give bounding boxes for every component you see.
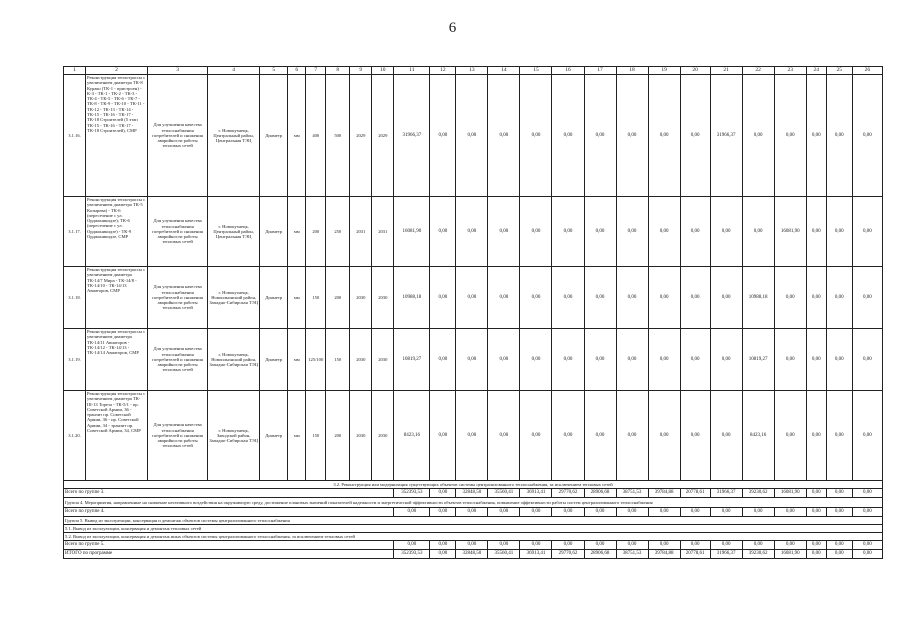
table-row — [64, 75, 883, 197]
column-number: 18 — [616, 67, 648, 75]
cell-value: 0,00 — [826, 267, 852, 329]
cell-value: 0,00 — [488, 391, 520, 481]
cell-value: 0,00 — [852, 329, 882, 391]
cell-value: 0,00 — [488, 75, 520, 197]
total-value: 0,00 — [710, 508, 742, 517]
total-value: 31966,37 — [710, 489, 742, 498]
cell-purpose: Для улучшения качества теплоснабжения потребителей и снижения аварийности работы тепловых сетей — [148, 391, 208, 481]
cell-unit: мм — [288, 391, 306, 481]
total-value: 0,00 — [852, 489, 882, 498]
cell-value: 0,00 — [680, 197, 710, 267]
cell-value: 0,00 — [552, 391, 584, 481]
cell-from: 125/100 — [306, 329, 326, 391]
cell-num: 3.1.17. — [64, 197, 86, 267]
cell-location: г. Новокузнецк, Новоильинский район, Западно-Сибирская ТЭЦ — [208, 267, 260, 329]
total-label: Всего по группе 3. — [64, 489, 394, 498]
cell-value: 0,00 — [806, 391, 826, 481]
total-label: Всего по группе 5. — [64, 541, 394, 550]
column-number: 22 — [742, 67, 774, 75]
total-value: 20778,61 — [680, 489, 710, 498]
cell-value: 0,00 — [552, 197, 584, 267]
cell-value: 0,00 — [552, 267, 584, 329]
cell-value: 0,00 — [430, 267, 456, 329]
cell-from: 200 — [306, 197, 326, 267]
total-value: 0,00 — [430, 550, 456, 559]
column-number: 4 — [208, 67, 260, 75]
table-row — [64, 197, 883, 267]
cell-value: 0,00 — [852, 267, 882, 329]
cell-value: 0,00 — [616, 267, 648, 329]
cell-value: 0,00 — [710, 267, 742, 329]
cell-purpose: Для улучшения качества теплоснабжения потребителей и снижения аварийности работы тепловых сетей — [148, 197, 208, 267]
total-value: 39784,88 — [648, 489, 680, 498]
cell-value: 0,00 — [488, 197, 520, 267]
total-value: 0,00 — [456, 508, 488, 517]
total-value: 0,00 — [774, 508, 806, 517]
cell-value: 0,00 — [616, 329, 648, 391]
cell-value: 0,00 — [456, 267, 488, 329]
cell-start: 2031 — [350, 197, 372, 267]
cell-value: 0,00 — [584, 267, 616, 329]
column-number: 17 — [584, 67, 616, 75]
cell-from: 150 — [306, 267, 326, 329]
cell-value: 0,00 — [552, 75, 584, 197]
cell-value: 0,00 — [680, 75, 710, 197]
cell-unit: мм — [288, 329, 306, 391]
group-5-title-text: Группа 5. Вывод из эксплуатации, консервация и демонтаж объектов системы централизованного теплоснабжения — [64, 517, 883, 525]
column-number: 6 — [288, 67, 306, 75]
total-value: 0,00 — [430, 541, 456, 550]
cell-value: 0,00 — [648, 329, 680, 391]
total-value: 28906,68 — [584, 489, 616, 498]
total-value: 0,00 — [456, 541, 488, 550]
cell-unit: мм — [288, 267, 306, 329]
cell-value: 31966,37 — [394, 75, 430, 197]
total-label: Всего по группе 4. — [64, 508, 394, 517]
cell-value: 0,00 — [584, 197, 616, 267]
cell-value: 0,00 — [456, 75, 488, 197]
cell-value: 0,00 — [430, 329, 456, 391]
total-value: 29770,62 — [552, 489, 584, 498]
cell-value: 16081,90 — [774, 197, 806, 267]
total-value: 0,00 — [742, 508, 774, 517]
total-value: 352393,53 — [394, 489, 430, 498]
cell-value: 0,00 — [648, 197, 680, 267]
cell-value: 0,00 — [616, 75, 648, 197]
cell-value: 0,00 — [520, 197, 552, 267]
total-value: 28906,68 — [584, 550, 616, 559]
cell-value: 0,00 — [826, 75, 852, 197]
column-number: 25 — [826, 67, 852, 75]
total-value: 352393,53 — [394, 550, 430, 559]
section-5-2 — [64, 533, 883, 541]
group-5-total-row — [64, 541, 883, 550]
cell-value: 0,00 — [742, 197, 774, 267]
cell-param: Диаметр — [260, 329, 288, 391]
group-3-total-row — [64, 489, 883, 498]
total-value: 39784,88 — [648, 550, 680, 559]
total-label: ИТОГО по программе — [64, 550, 394, 559]
column-number: 21 — [710, 67, 742, 75]
cell-name: Реконструкция теплотрассы с увеличением диаметра ТК-5 Козырева) - ТК-6 (пересечение с ул. Орджоникидзе); ТК-6 (пересечение с ул. Орджоникидзе) - ТК-9 Орджоникидзе, СМР — [86, 197, 148, 267]
cell-value: 0,00 — [826, 391, 852, 481]
cell-to: 200 — [326, 391, 350, 481]
cell-value: 0,00 — [520, 267, 552, 329]
cell-value: 0,00 — [488, 267, 520, 329]
cell-to: 250 — [326, 197, 350, 267]
cell-end: 2030 — [372, 329, 394, 391]
total-value: 0,00 — [742, 541, 774, 550]
cell-start: 2030 — [350, 391, 372, 481]
cell-value: 0,00 — [774, 75, 806, 197]
cell-value: 0,00 — [430, 391, 456, 481]
cell-value: 0,00 — [806, 267, 826, 329]
section-3-2 — [64, 481, 883, 489]
section-5-1 — [64, 525, 883, 533]
cell-value: 0,00 — [456, 197, 488, 267]
cell-param: Диаметр — [260, 75, 288, 197]
column-number: 26 — [852, 67, 882, 75]
cell-value: 0,00 — [552, 329, 584, 391]
total-value: 0,00 — [680, 508, 710, 517]
cell-value: 8423,16 — [742, 391, 774, 481]
cell-name: Реконструкция теплотрассы с увеличением диаметра ТК-14/11 Авиаторов - ТК-14/12 - ТК-14/13 - ТК-14/14 Авиаторов, СМР — [86, 329, 148, 391]
cell-value: 0,00 — [430, 75, 456, 197]
cell-value: 0,00 — [852, 75, 882, 197]
total-value: 0,00 — [552, 508, 584, 517]
column-number: 19 — [648, 67, 680, 75]
group-4-title — [64, 498, 883, 508]
total-value: 0,00 — [488, 508, 520, 517]
total-value: 0,00 — [826, 508, 852, 517]
total-value: 0,00 — [552, 541, 584, 550]
column-number: 2 — [86, 67, 148, 75]
column-number: 9 — [350, 67, 372, 75]
total-value: 0,00 — [430, 508, 456, 517]
column-number: 3 — [148, 67, 208, 75]
cell-to: 500 — [326, 75, 350, 197]
total-value: 0,00 — [648, 508, 680, 517]
cell-value: 0,00 — [806, 329, 826, 391]
column-number: 1 — [64, 67, 86, 75]
cell-value: 0,00 — [680, 391, 710, 481]
total-value: 0,00 — [852, 508, 882, 517]
total-value: 0,00 — [430, 489, 456, 498]
total-value: 0,00 — [774, 541, 806, 550]
column-number: 5 — [260, 67, 288, 75]
cell-value: 0,00 — [826, 329, 852, 391]
cell-name: Реконструкция теплотрассы с увеличением диаметра ТК-8 Курако (ТК-1 - пристроен) - К-3 - ТК-1 - ТК-2 - ТК-3 - ТК-4 - ТК-5 - ТК-6 - ТК-7 - ТК-8 - ТК-9 - ТК-10 - ТК-11 - ТК-12 - ТК-13 - ТК-14 - ТК-15 - ТК-16 - ТК-17 - ТК-18 Строителей (5 этап ТК-15 - ТК-16 - ТК-17 - ТК-18 Строителей), СМР — [86, 75, 148, 197]
total-value: 35560,41 — [488, 489, 520, 498]
cell-value: 0,00 — [710, 329, 742, 391]
column-number: 10 — [372, 67, 394, 75]
cell-param: Диаметр — [260, 391, 288, 481]
total-value: 36913,41 — [520, 550, 552, 559]
total-value: 0,00 — [806, 541, 826, 550]
table-row — [64, 391, 883, 481]
cell-value: 0,00 — [648, 267, 680, 329]
cell-value: 31966,37 — [710, 75, 742, 197]
cell-location: г. Новокузнецк, Центральный район, Центральная ТЭЦ — [208, 197, 260, 267]
cell-value: 16081,90 — [394, 197, 430, 267]
total-value: 0,00 — [852, 550, 882, 559]
total-value: 0,00 — [648, 541, 680, 550]
cell-value: 0,00 — [774, 267, 806, 329]
total-value: 16081,90 — [774, 550, 806, 559]
total-value: 0,00 — [826, 489, 852, 498]
column-number: 23 — [774, 67, 806, 75]
cell-value: 10819,27 — [394, 329, 430, 391]
cell-param: Диаметр — [260, 197, 288, 267]
cell-location: г. Новокузнецк, Центральный район, Центральная ТЭЦ — [208, 75, 260, 197]
column-number: 16 — [552, 67, 584, 75]
total-value: 0,00 — [826, 541, 852, 550]
cell-location: г. Новокузнецк, Заводской район, Западно-Сибирская ТЭЦ — [208, 391, 260, 481]
total-value: 32848,50 — [456, 489, 488, 498]
total-value: 0,00 — [488, 541, 520, 550]
cell-value: 0,00 — [742, 75, 774, 197]
cell-from: 400 — [306, 75, 326, 197]
total-value: 20778,61 — [680, 550, 710, 559]
column-number: 20 — [680, 67, 710, 75]
cell-value: 0,00 — [680, 329, 710, 391]
total-value: 0,00 — [852, 541, 882, 550]
cell-name: Реконструкция теплотрассы с увеличением диаметра ТК-14/7 Мира - ТК-14/8 - ТК-14/10 - ТК-14/13 Авиаторов, СМР — [86, 267, 148, 329]
column-number: 15 — [520, 67, 552, 75]
cell-value: 0,00 — [584, 75, 616, 197]
table-row — [64, 329, 883, 391]
column-number: 7 — [306, 67, 326, 75]
cell-end: 2030 — [372, 267, 394, 329]
cell-purpose: Для улучшения качества теплоснабжения потребителей и снижения аварийности работы тепловых сетей — [148, 267, 208, 329]
total-value: 31966,37 — [710, 550, 742, 559]
cell-to: 150 — [326, 329, 350, 391]
cell-value: 0,00 — [648, 391, 680, 481]
cell-value: 0,00 — [774, 329, 806, 391]
cell-value: 0,00 — [680, 267, 710, 329]
group-4-title-text: Группа 4. Мероприятия, направленные на снижение негативного воздействия на окружающую среду, достижение плановых значений показателей надежности и энергетической эффективности объектов теплоснабжения, повышение эффективности работы систем централизованного теплоснабжения — [64, 498, 883, 508]
total-value: 39230,62 — [742, 489, 774, 498]
total-value: 0,00 — [680, 541, 710, 550]
cell-num: 3.1.16. — [64, 75, 86, 197]
cell-to: 200 — [326, 267, 350, 329]
total-value: 0,00 — [520, 541, 552, 550]
total-value: 0,00 — [584, 508, 616, 517]
total-value: 16081,90 — [774, 489, 806, 498]
cell-num: 3.1.20. — [64, 391, 86, 481]
cell-end: 2030 — [372, 391, 394, 481]
cell-start: 2030 — [350, 329, 372, 391]
total-value: 0,00 — [806, 550, 826, 559]
total-value: 0,00 — [394, 541, 430, 550]
cell-value: 0,00 — [852, 391, 882, 481]
cell-value: 0,00 — [806, 197, 826, 267]
cell-value: 0,00 — [456, 391, 488, 481]
cell-unit: мм — [288, 197, 306, 267]
cell-value: 0,00 — [710, 197, 742, 267]
cell-value: 10988,18 — [742, 267, 774, 329]
cell-value: 0,00 — [852, 197, 882, 267]
cell-start: 2029 — [350, 75, 372, 197]
cell-param: Диаметр — [260, 267, 288, 329]
total-value: 38751,53 — [616, 550, 648, 559]
section-3-2-text: 3.2. Реконструкция или модернизация существующих объектов системы централизованного теплоснабжения, за исключением тепловых сетей — [64, 481, 883, 489]
total-value: 0,00 — [520, 508, 552, 517]
cell-end: 2029 — [372, 75, 394, 197]
cell-value: 0,00 — [826, 197, 852, 267]
total-value: 0,00 — [826, 550, 852, 559]
cell-value: 0,00 — [488, 329, 520, 391]
cell-value: 0,00 — [430, 197, 456, 267]
cell-from: 150 — [306, 391, 326, 481]
cell-location: г. Новокузнецк, Новоильинский район, Западно-Сибирская ТЭЦ — [208, 329, 260, 391]
cell-value: 0,00 — [616, 197, 648, 267]
section-5-2-text: 5.2. Вывод из эксплуатации, консервация и демонтаж иных объектов системы централизованного теплоснабжения, за исключением тепловых сетей — [64, 533, 883, 541]
total-value: 39230,62 — [742, 550, 774, 559]
total-value: 0,00 — [806, 508, 826, 517]
cell-value: 0,00 — [520, 391, 552, 481]
cell-value: 0,00 — [806, 75, 826, 197]
cell-name: Реконструкция теплотрассы с увеличением диаметра ТК-III-13 Тореза - ТК-5/1 - пр. Советской Армии, 36 - транзит пр. Советской Армии, 36 - пр. Советской Армии, 34 - транзит пр. Советской Армии, 34, СМР — [86, 391, 148, 481]
group-4-total-row — [64, 508, 883, 517]
cell-value: 0,00 — [774, 391, 806, 481]
cell-value: 0,00 — [584, 329, 616, 391]
column-number: 8 — [326, 67, 350, 75]
cell-value: 0,00 — [616, 391, 648, 481]
total-value: 0,00 — [584, 541, 616, 550]
total-value: 0,00 — [710, 541, 742, 550]
total-value: 0,00 — [616, 508, 648, 517]
group-5-title — [64, 517, 883, 525]
total-value: 0,00 — [806, 489, 826, 498]
cell-value: 0,00 — [520, 329, 552, 391]
cell-value: 0,00 — [520, 75, 552, 197]
cell-end: 2031 — [372, 197, 394, 267]
total-value: 36913,41 — [520, 489, 552, 498]
total-value: 38751,53 — [616, 489, 648, 498]
section-5-1-text: 5.1. Вывод из эксплуатации, консервация и демонтаж тепловых сетей — [64, 525, 883, 533]
program-total-row — [64, 550, 883, 559]
cell-value: 0,00 — [584, 391, 616, 481]
cell-unit: мм — [288, 75, 306, 197]
column-number: 11 — [394, 67, 430, 75]
page-number: 6 — [448, 20, 457, 36]
cell-num: 3.1.19. — [64, 329, 86, 391]
cell-value: 0,00 — [710, 391, 742, 481]
cell-value: 10988,18 — [394, 267, 430, 329]
investment-program-table — [63, 66, 883, 559]
cell-value: 10819,27 — [742, 329, 774, 391]
column-number: 13 — [456, 67, 488, 75]
cell-value: 0,00 — [456, 329, 488, 391]
cell-purpose: Для улучшения качества теплоснабжения потребителей и снижения аварийности работы тепловых сетей — [148, 75, 208, 197]
cell-value: 8423,16 — [394, 391, 430, 481]
cell-num: 3.1.18. — [64, 267, 86, 329]
cell-purpose: Для улучшения качества теплоснабжения потребителей и снижения аварийности работы тепловых сетей — [148, 329, 208, 391]
total-value: 35560,41 — [488, 550, 520, 559]
total-value: 0,00 — [616, 541, 648, 550]
total-value: 0,00 — [394, 508, 430, 517]
column-number: 12 — [430, 67, 456, 75]
cell-value: 0,00 — [648, 75, 680, 197]
column-number: 14 — [488, 67, 520, 75]
total-value: 29770,62 — [552, 550, 584, 559]
column-number-row — [64, 67, 883, 75]
column-number: 24 — [806, 67, 826, 75]
cell-start: 2030 — [350, 267, 372, 329]
table-row — [64, 267, 883, 329]
total-value: 32848,50 — [456, 550, 488, 559]
